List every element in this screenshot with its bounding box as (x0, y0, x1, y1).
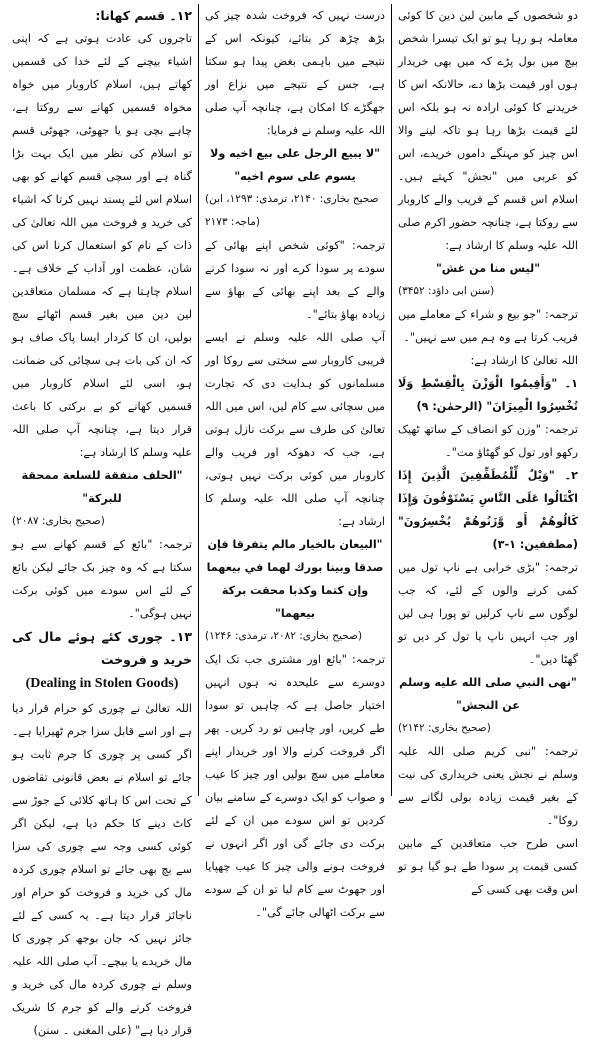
paragraph: ترجمہ: "جو بیع و شراء کے معاملے میں فریب کرتا ہے وہ ہم میں سے نہیں"۔ (398, 308, 578, 344)
hadith-quote: "الحلف منفقة للسلعة ممحقة للبركة" (21, 469, 183, 505)
paragraph: ترجمہ: "بائع اور مشتری جب تک ایک دوسرے سے علیحدہ نہ ہوں انہیں اختیار حاصل ہے کہ چاہیں تو سودا طے کریں، اور چاہیں تو رد کریں۔ پھر اگر فروخت کرنے والا اور خریدار اپنے معاملے میں سچ بولیں اور چیز کا عیب و صواب کو ایک دوسرے کے سامنے بیان کردیں تو اس سودے میں ان کے لئے برکت دی جائے گی اور اگر انہوں نے فروخت ہونے والی چیز کا عیب چھپایا اور جھوٹ سے کام لیا تو ان کے سودے سے برکت اٹھالی جائے گی"۔ (205, 653, 385, 919)
section-heading: ۱۳۔ چوری کئے ہوئے مال کی خرید و فروخت (12, 629, 192, 667)
verse-quote: ۲۔ "وَيْلٌ لِّلْمُطَفِّفِينَ الَّذِينَ إِذَا اكْتَالُوا عَلَى النَّاسِ يَسْتَوْفُونَ وَإِذَا كَالُوهُمْ أَو وَّزَنُوهُمْ يُخْسِرُونَ" (مطففین: ۱-۳) (398, 469, 578, 551)
paragraph: اللہ تعالیٰ نے چوری کو حرام قرار دیا ہے اور اسے قابل سزا جرم ٹھیرایا ہے۔ اگر کسی پر چوری کا جرم ثابت ہو جائے تو اسلام نے بعض قانونی تقاضوں کے تحت اس کا ہاتھ کلائی کے جوڑ سے کاٹ دینے کا حکم دیا ہے، لیکن اگر کوئی کسی وجہ سے چوری کی سزا سے بچ بھی جائے تو اسلام چوری کردہ مال کی خرید و فروخت کو حرام اور ناجائز قرار دیتا ہے۔ یہ کسی کے لئے جائز نہیں کہ جان بوجھ کر چوری کا مال خریدے یا بیچے۔ آپ صلی اللہ علیہ وسلم نے چوری کردہ مال کی خرید و فروخت کرنے والے کو جرم کا شریک قرار دیا ہے" (علی المغنی ۔ سنن) (12, 702, 192, 1037)
paragraph: ترجمہ: "نبی کریم صلی اللہ علیہ وسلم نے نجش یعنی خریداری کی نیت کے بغیر قیمت زیادہ بولی لگانے سے روکا"۔ (398, 745, 578, 827)
hadith-quote: "لیس منا من غش" (435, 262, 541, 275)
paragraph: درست نہیں کہ فروخت شدہ چیز کی بڑھ چڑھ کر بتائے، کیونکہ اس کے نتیجے میں باہمی بغض پیدا ہو سکتا ہے، جس کے نتیجے میں نزاع اور جھگڑے کا امکان ہے، چنانچہ آپ صلی اللہ علیہ وسلم نے فرمایا: (205, 9, 385, 137)
reference: (صحیح بخاری: ۲۰۸۲، ترمذی: ۱۲۴۶) (205, 630, 363, 642)
column-right (392, 4, 584, 896)
paragraph: ترجمہ: "کوئی شخص اپنے بھائی کے سودے پر سودا کرے اور نہ سودا کرنے والے کے بعد اپنے بھائی کے بھاؤ سے زیادہ بھاؤ بتائے"۔ (205, 239, 385, 321)
reference: (سنن ابی داؤد: ۳۴۵۲) (398, 285, 495, 297)
reference: (صحیح بخاری: ۲۰۸۷) (12, 515, 105, 527)
paragraph: اسی طرح جب متعاقدین کے مابین کسی قیمت پر سودا طے ہو گیا ہو تو اس وقت بھی کسی کے (398, 837, 578, 896)
paragraph: آپ صلی اللہ علیہ وسلم نے ایسے فریبی کاروبار سے سختی سے روکا اور مسلمانوں کو ہدایت دی کہ تجارت میں سچائی سے کام لیں، اس میں اللہ تعالیٰ کی طرف سے برکت نازل ہوتی ہے، جب کہ دھوکہ اور فریب والے کاروبار میں کوئی برکت نہیں ہوتی، چنانچہ آپ صلی اللہ علیہ وسلم کا ارشاد ہے: (205, 331, 385, 528)
section-heading: ۱۲۔ قسم کھانا: (95, 8, 192, 23)
paragraph: ترجمہ: "بائع کے قسم کھانے سے ہو سکتا ہے کہ وہ چیز بک جائے لیکن بائع کے لئے اس سودے میں کوئی برکت نہیں ہوگی"۔ (12, 538, 192, 620)
reference: (صحیح بخاری: ۲۱۴۰، ترمذی: ۱۲۹۳، ابن ماجہ: ۲۱۷۳) (205, 193, 379, 228)
hadith-quote: "لا يبيع الرجل على بيع اخيه ولا يسوم على سوم اخيه" (209, 147, 381, 183)
english-subheading: (Dealing in Stolen Goods) (25, 676, 179, 691)
paragraph: اللہ تعالیٰ کا ارشاد ہے: (470, 354, 578, 367)
reference: (صحیح بخاری: ۲۱۴۲) (398, 722, 491, 734)
paragraph: تاجروں کی عادت ہوتی ہے کہ اپنی اشیاء بیچنے کے لئے خدا کی قسمیں کھاتے ہیں، اسلام کاروبار میں خواہ مخواہ قسمیں کھانے سے روکتا ہے، چاہے بچی ہو یا جھوٹی، جھوٹی قسم تو اسلام کی نظر میں ایک بہت بڑا گناہ ہے اور سچی قسم کھانے کو بھی اسلام اس لئے پسند نہیں کرتا کہ اشیاء کی خرید و فروخت میں اللہ تعالیٰ کی ذات کے نام کو استعمال کرنا اس کی شان، عظمت اور آداب کے خلاف ہے۔ اسلام چاہتا ہے کہ مسلمان متعاقدین لین دین میں بغیر قسم اٹھائے سچ بولیں، ان کا کردار ایسا پاک صاف ہو کہ ان کی بات ہی سچائی کی ضمانت ہو، اسی لئے اسلام کاروبار میں قسمیں کھانے کو بے برکتی کا باعث قرار دیتا ہے، چنانچہ آپ صلی اللہ علیہ وسلم کا ارشاد ہے: (12, 32, 192, 459)
paragraph: ترجمہ: "وزن کو انصاف کے ساتھ ٹھیک رکھو اور تول کو گھٹاؤ مت"۔ (398, 423, 578, 459)
column-left (6, 4, 199, 1037)
hadith-quote: "نهى النبي صلى الله عليه وسلم عن النجش" (399, 676, 577, 712)
verse-quote: ۱۔ "وَأَقِيمُوا الْوَزْنَ بِالْقِسْطِ وَلَا تُخْسِرُوا الْمِيزَانَ" (الرحمٰن: ۹) (398, 377, 578, 413)
column-middle (199, 4, 392, 919)
hadith-quote: "البيعان بالخيار مالم يتفرقا فإن صدقا وبينا بورك لهما في بيعهما وإن كتما وكذبا محقت بركة بيعهما" (206, 538, 384, 620)
paragraph: ترجمہ: "بڑی خرابی ہے ناپ تول میں کمی کرنے والوں کے لئے، کہ جب لوگوں سے ناپ کرلیں تو پورا ہی لیں اور جب انہیں ناپ یا تول کر دیں تو گھٹا دیں"۔ (398, 561, 578, 666)
paragraph: دو شخصوں کے مابین لین دین کا کوئی معاملہ ہو رہا ہو تو ایک تیسرا شخص بیچ میں بول پڑے کہ میں بھی خریدار ہوں اور قیمت بڑھا دے، حالانکہ اس کا خریدنے کا کوئی ارادہ نہ ہو بلکہ اس لئے قیمت بڑھا رہا ہو تاکہ لینے والا اس چیز کو مہنگے داموں خریدے، اس کو عربی میں "نجش" کہتے ہیں۔ اسلام اس قسم کے فریب والے کاروبار سے روکتا ہے، چنانچہ حضور اکرم صلی اللہ علیہ وسلم کا ارشاد ہے: (398, 9, 578, 252)
